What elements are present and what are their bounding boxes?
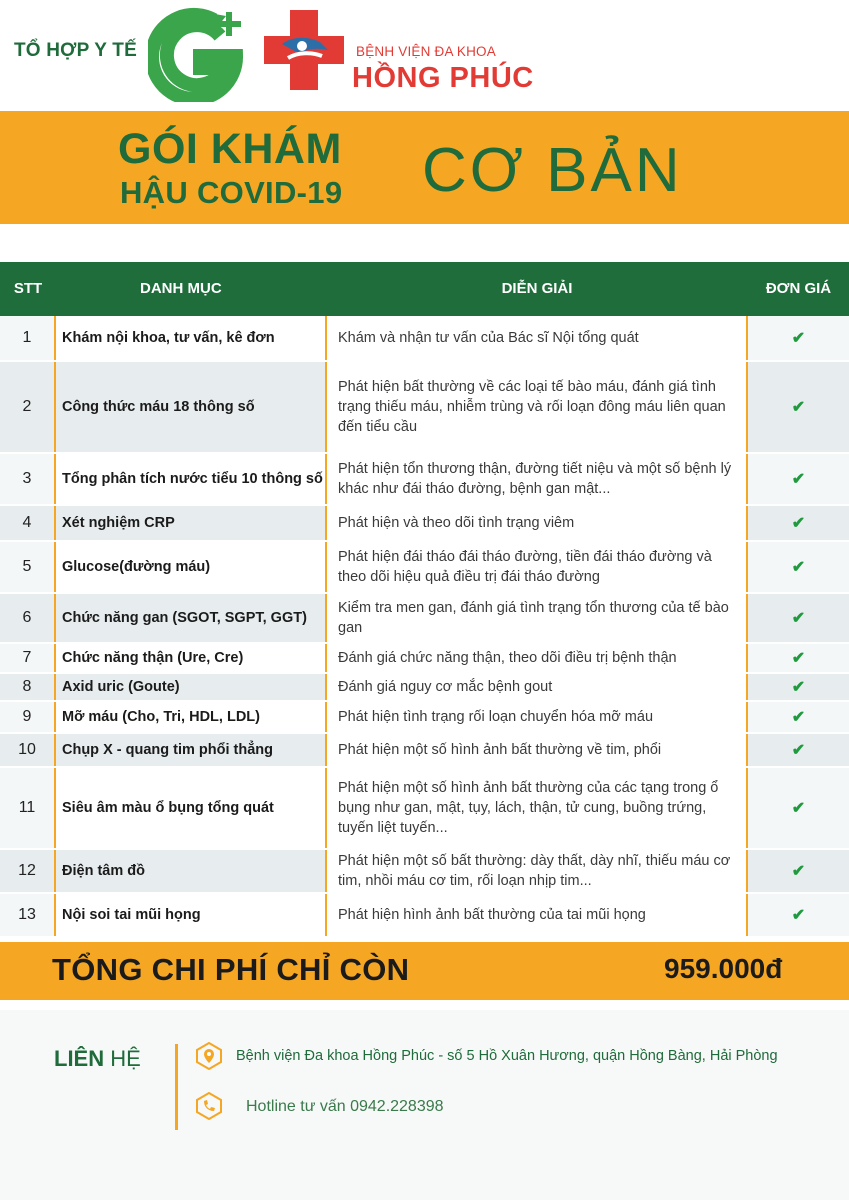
title-tier: CƠ BẢN	[422, 136, 683, 205]
row-description: Đánh giá nguy cơ mắc bệnh gout	[327, 674, 747, 700]
contact-address: Bệnh viện Đa khoa Hồng Phúc - số 5 Hồ Xuân Hương, quận Hồng Bàng, Hải Phòng	[236, 1048, 778, 1064]
column-divider	[54, 894, 56, 936]
hospital-cross-icon	[262, 8, 346, 92]
row-stt: 11	[18, 799, 36, 816]
row-check-icon: ✔	[791, 863, 806, 880]
row-item: Khám nội khoa, tư vấn, kê đơn	[62, 330, 275, 346]
row-stt: 1	[22, 329, 32, 346]
row-item: Glucose(đường máu)	[62, 559, 211, 575]
row-item: Chức năng thận (Ure, Cre)	[62, 650, 244, 666]
row-check-icon: ✔	[791, 650, 806, 667]
price-table	[0, 262, 849, 938]
table-row	[0, 594, 849, 644]
row-item: Tổng phân tích nước tiểu 10 thông số	[62, 471, 323, 487]
table-row	[0, 454, 849, 506]
column-divider	[325, 644, 327, 672]
column-divider	[54, 542, 56, 592]
row-stt: 10	[18, 741, 36, 758]
row-item: Nội soi tai mũi họng	[62, 907, 201, 923]
row-check-icon: ✔	[791, 742, 806, 759]
row-check-icon: ✔	[791, 330, 806, 347]
column-divider	[746, 362, 748, 452]
table-row	[0, 702, 849, 734]
contact-hotline[interactable]: Hotline tư vấn 0942.228398	[246, 1098, 444, 1115]
total-band	[0, 942, 849, 1000]
row-description: Đánh giá chức năng thận, theo dõi điều trị bệnh thận	[327, 644, 747, 672]
column-divider	[54, 674, 56, 700]
hospital-name: HỒNG PHÚC	[352, 62, 534, 94]
row-description: Phát hiện đái tháo đái tháo đường, tiền đái tháo đường và theo dõi hiệu quả điều trị đái tháo đường	[327, 542, 747, 592]
table-row	[0, 768, 849, 850]
column-divider	[325, 674, 327, 700]
header-stt: STT	[13, 280, 43, 297]
header-dien-giai: DIỄN GIẢI	[501, 280, 573, 297]
column-divider	[325, 894, 327, 936]
column-divider	[746, 506, 748, 540]
column-divider	[54, 644, 56, 672]
column-divider	[325, 542, 327, 592]
table-row	[0, 362, 849, 454]
row-description: Phát hiện và theo dõi tình trạng viêm	[327, 506, 747, 540]
row-stt: 7	[22, 649, 32, 666]
row-description: Kiểm tra men gan, đánh giá tình trạng tổn thương của tế bào gan	[327, 594, 747, 642]
column-divider	[746, 702, 748, 732]
row-check-icon: ✔	[791, 907, 806, 924]
hospital-subtitle: BỆNH VIỆN ĐA KHOA	[356, 44, 496, 59]
column-divider	[325, 734, 327, 766]
table-row	[0, 734, 849, 768]
contact-title-rest: HỆ	[110, 1046, 141, 1071]
row-stt: 6	[22, 609, 32, 626]
row-check-icon: ✔	[791, 610, 806, 627]
column-divider	[325, 316, 327, 360]
table-row	[0, 316, 849, 362]
column-divider	[54, 316, 56, 360]
row-stt: 12	[18, 862, 36, 879]
column-divider	[746, 454, 748, 504]
contact-title-bold: LIÊN	[54, 1046, 105, 1071]
title-line2: HẬU COVID-19	[120, 175, 343, 210]
column-divider	[325, 850, 327, 892]
row-check-icon: ✔	[791, 679, 806, 696]
column-divider	[54, 734, 56, 766]
row-stt: 3	[22, 470, 32, 487]
column-divider	[746, 768, 748, 848]
row-description: Khám và nhận tư vấn của Bác sĩ Nội tổng quát	[327, 316, 747, 360]
row-description: Phát hiện hình ảnh bất thường của tai mũi họng	[327, 894, 747, 936]
row-description: Phát hiện một số bất thường: dày thất, dày nhĩ, thiếu máu cơ tim, nhồi máu cơ tim, rối loạn nhịp tim...	[327, 850, 747, 892]
column-divider	[746, 542, 748, 592]
row-stt: 4	[22, 514, 32, 531]
table-header	[0, 262, 849, 316]
g-plus-logo-icon	[148, 6, 244, 102]
column-divider	[746, 674, 748, 700]
row-item: Siêu âm màu ổ bụng tổng quát	[62, 800, 274, 816]
row-check-icon: ✔	[791, 399, 806, 416]
column-divider	[746, 894, 748, 936]
row-check-icon: ✔	[791, 800, 806, 817]
column-divider	[746, 850, 748, 892]
row-description: Phát hiện một số hình ảnh bất thường của các tạng trong ổ bụng như gan, mật, tụy, lách, thận, tử cung, buồng trứng, tuyến liệt tuyến...	[327, 768, 747, 848]
row-check-icon: ✔	[791, 709, 806, 726]
contact-divider	[175, 1044, 178, 1130]
table-row	[0, 542, 849, 594]
table-row	[0, 644, 849, 674]
column-divider	[325, 454, 327, 504]
column-divider	[54, 702, 56, 732]
location-pin-icon	[195, 1042, 223, 1070]
column-divider	[746, 734, 748, 766]
column-divider	[325, 506, 327, 540]
row-stt: 9	[22, 708, 32, 725]
title-line1: GÓI KHÁM	[118, 125, 342, 173]
row-check-icon: ✔	[791, 515, 806, 532]
column-divider	[54, 850, 56, 892]
row-item: Công thức máu 18 thông số	[62, 399, 255, 415]
row-item: Mỡ máu (Cho, Tri, HDL, LDL)	[62, 709, 260, 725]
row-item: Chức năng gan (SGOT, SGPT, GGT)	[62, 610, 307, 626]
brand-left-text: TỔ HỢP Y TẾ	[14, 40, 137, 61]
row-stt: 13	[18, 906, 36, 923]
contact-section	[0, 1010, 849, 1200]
column-divider	[746, 644, 748, 672]
row-description: Phát hiện tình trạng rối loạn chuyển hóa mỡ máu	[327, 702, 747, 732]
table-row	[0, 894, 849, 938]
table-row	[0, 674, 849, 702]
column-divider	[325, 768, 327, 848]
table-body	[0, 316, 849, 938]
column-divider	[325, 594, 327, 642]
row-check-icon: ✔	[791, 471, 806, 488]
row-check-icon: ✔	[791, 559, 806, 576]
header-danh-muc: DANH MỤC	[140, 280, 222, 297]
header	[0, 0, 849, 110]
row-item: Chụp X - quang tim phổi thẳng	[62, 742, 274, 758]
column-divider	[54, 454, 56, 504]
row-stt: 8	[22, 678, 32, 695]
row-stt: 5	[22, 558, 32, 575]
column-divider	[746, 316, 748, 360]
table-row	[0, 506, 849, 542]
table-row	[0, 850, 849, 894]
column-divider	[54, 362, 56, 452]
column-divider	[54, 506, 56, 540]
row-description: Phát hiện bất thường về các loại tế bào máu, đánh giá tình trạng thiếu máu, nhiễm trùng và rối loạn đông máu liên quan đến tiểu cầu	[327, 362, 747, 452]
row-description: Phát hiện tổn thương thận, đường tiết niệu và một số bệnh lý khác như đái tháo đường, bệnh gan mật...	[327, 454, 747, 504]
row-stt: 2	[22, 398, 32, 415]
phone-icon	[195, 1092, 223, 1120]
column-divider	[54, 768, 56, 848]
row-item: Xét nghiệm CRP	[62, 515, 175, 531]
row-item: Axid uric (Goute)	[62, 679, 180, 695]
total-price: 959.000đ	[664, 953, 783, 984]
column-divider	[54, 594, 56, 642]
row-item: Điện tâm đồ	[62, 863, 145, 879]
header-don-gia: ĐƠN GIÁ	[765, 280, 832, 297]
column-divider	[325, 702, 327, 732]
row-description: Phát hiện một số hình ảnh bất thường về tim, phổi	[327, 734, 747, 766]
column-divider	[325, 362, 327, 452]
total-label: TỔNG CHI PHÍ CHỈ CÒN	[52, 952, 410, 987]
title-band	[0, 111, 849, 224]
contact-title	[54, 1046, 141, 1072]
column-divider	[746, 594, 748, 642]
